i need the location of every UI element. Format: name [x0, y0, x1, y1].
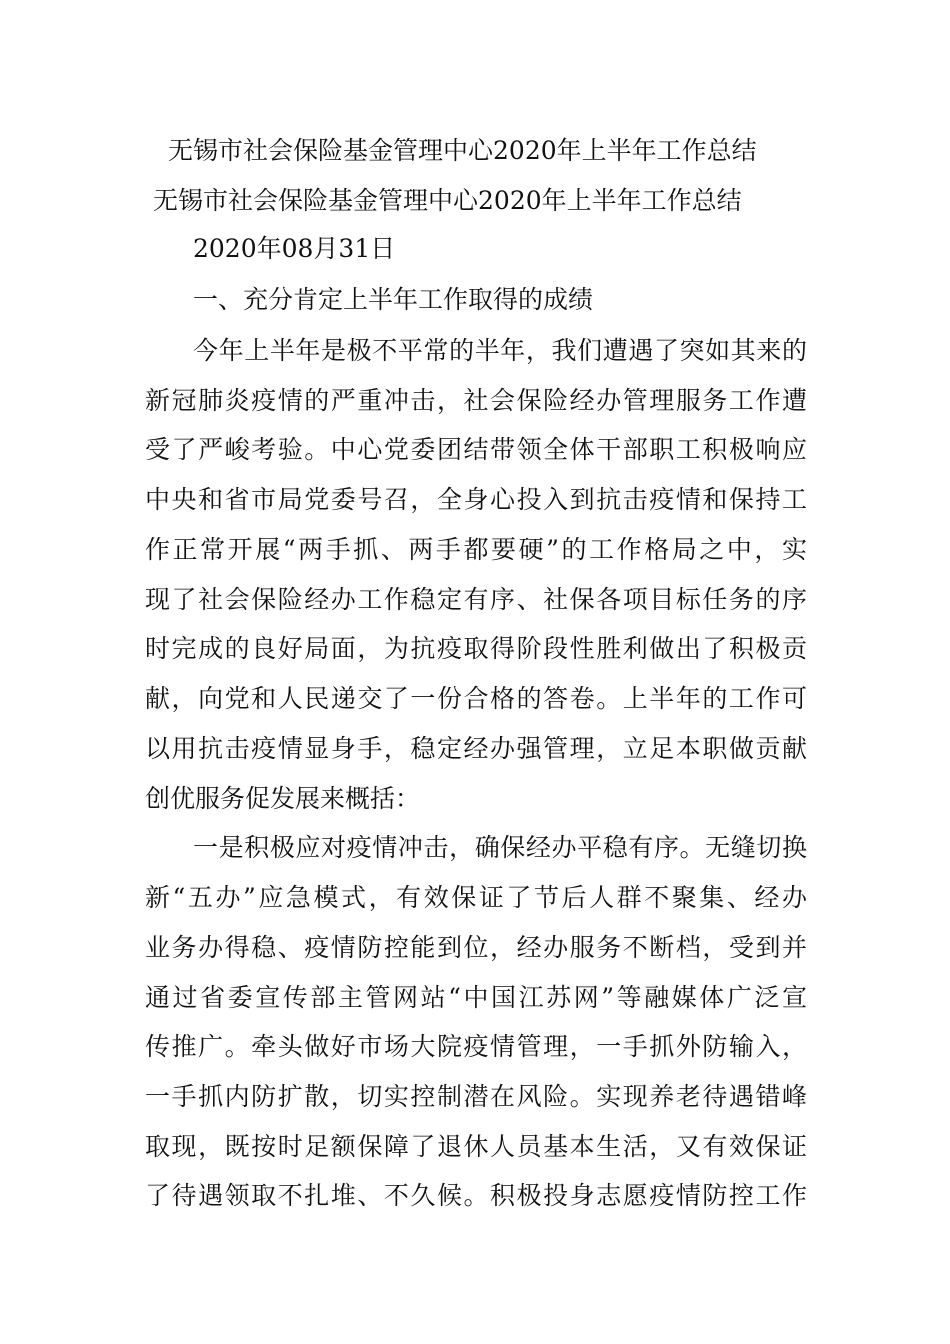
paragraph-line: 取现，既按时足额保障了退休人员基本生活，又有效保证	[145, 1132, 807, 1161]
paragraph-line: 作正常开展“两手抓、两手都要硬”的工作格局之中，实	[145, 535, 807, 564]
document-title: 无锡市社会保险基金管理中心2020年上半年工作总结	[168, 136, 757, 165]
paragraph-line: 业务办得稳、疫情防控能到位，经办服务不断档，受到并	[145, 933, 807, 962]
document-subtitle: 无锡市社会保险基金管理中心2020年上半年工作总结	[153, 186, 742, 215]
paragraph-line: 新冠肺炎疫情的严重冲击，社会保险经办管理服务工作遭	[145, 386, 807, 415]
paragraph-line: 创优服务促发展来概括：	[145, 784, 421, 813]
paragraph-line: 今年上半年是极不平常的半年，我们遭遇了突如其来的	[193, 336, 807, 365]
paragraph-line: 一是积极应对疫情冲击，确保经办平稳有序。无缝切换	[193, 833, 807, 862]
paragraph-line: 通过省委宣传部主管网站“中国江苏网”等融媒体广泛宣	[145, 983, 807, 1012]
paragraph-line: 了待遇领取不扎堆、不久候。积极投身志愿疫情防控工作	[145, 1181, 807, 1210]
paragraph-line: 传推广。牵头做好市场大院疫情管理，一手抓外防输入，	[145, 1032, 807, 1061]
document-date: 2020年08月31日	[193, 234, 396, 263]
paragraph-line: 受了严峻考验。中心党委团结带领全体干部职工积极响应	[145, 435, 807, 464]
paragraph-line: 中央和省市局党委号召，全身心投入到抗击疫情和保持工	[145, 485, 807, 514]
paragraph-line: 时完成的良好局面，为抗疫取得阶段性胜利做出了积极贡	[145, 634, 807, 663]
paragraph-line: 献，向党和人民递交了一份合格的答卷。上半年的工作可	[145, 684, 807, 713]
paragraph-line: 现了社会保险经办工作稳定有序、社保各项目标任务的序	[145, 585, 807, 614]
paragraph-line: 一手抓内防扩散，切实控制潜在风险。实现养老待遇错峰	[145, 1082, 807, 1111]
section-heading: 一、充分肯定上半年工作取得的成绩	[193, 285, 594, 314]
paragraph-line: 新“五办”应急模式，有效保证了节后人群不聚集、经办	[145, 883, 807, 912]
paragraph-line: 以用抗击疫情显身手，稳定经办强管理，立足本职做贡献	[145, 734, 807, 763]
